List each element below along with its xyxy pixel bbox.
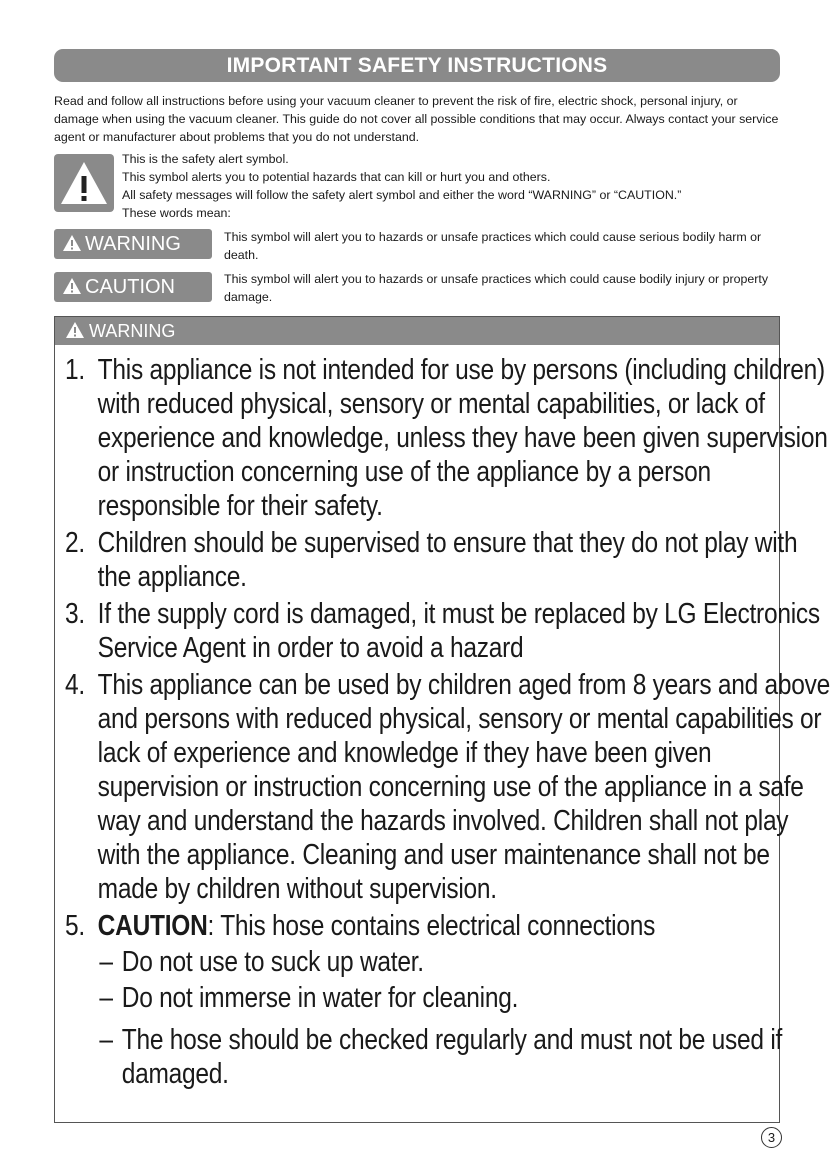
warning-box-header bbox=[55, 317, 779, 345]
warning-triangle-icon bbox=[65, 321, 85, 339]
item-number: 1. bbox=[65, 354, 85, 386]
warning-list bbox=[55, 353, 831, 1091]
item-number: 4. bbox=[65, 669, 85, 701]
item-number: 5. bbox=[65, 910, 85, 942]
list-item bbox=[65, 526, 833, 594]
item-number: 3. bbox=[65, 598, 85, 630]
item-text: This appliance can be used by children aged from 8 years and above and persons with reduced physical, sensory or mental capabilities or lack of experience and knowledge if they have been given supervision or instruction concerning use of the appliance in a safe way and understand the hazards involved. Children shall not play with the appliance. Cleaning and user maintenance shall not be made by children without supervision. bbox=[97, 669, 831, 905]
caution-badge-label: CAUTION bbox=[85, 276, 175, 298]
list-item bbox=[65, 668, 833, 906]
list-item bbox=[65, 909, 833, 1091]
alert-symbol-description bbox=[122, 150, 792, 222]
item-text: This appliance is not intended for use by persons (including children) with reduced physical, sensory or mental capabilities, or lack of experience and knowledge, unless they have been given supervision or instruction concerning use of the appliance by a person responsible for their safety. bbox=[97, 354, 828, 522]
warning-badge-label: WARNING bbox=[85, 233, 181, 255]
list-item bbox=[65, 353, 833, 523]
warning-triangle-icon bbox=[62, 277, 82, 295]
warning-triangle-icon bbox=[62, 234, 82, 252]
item-text: : This hose contains electrical connections bbox=[207, 910, 656, 942]
sub-item: – The hose should be checked regularly and must not be used if damaged. bbox=[99, 1024, 783, 1090]
sub-item: – Do not use to suck up water. bbox=[99, 946, 424, 978]
warning-badge bbox=[54, 229, 212, 259]
warning-triangle-icon bbox=[54, 154, 114, 212]
alert-line: This symbol alerts you to potential hazards that can kill or hurt you and others. bbox=[122, 170, 551, 184]
list-item bbox=[65, 597, 833, 665]
item-text: Children should be supervised to ensure that they do not play with the appliance. bbox=[97, 527, 798, 593]
page-number: 3 bbox=[761, 1127, 782, 1148]
intro-paragraph: Read and follow all instructions before using your vacuum cleaner to prevent the risk of fire, electric shock, personal injury, or damage when using the vacuum cleaner. This guide do not cover all possible conditions that may occur. Always contact your service agent or manufacturer about problems that you do not understand. bbox=[54, 94, 779, 144]
sub-item-text: The hose should be checked regularly and must not be used if damaged. bbox=[121, 1024, 783, 1090]
caution-badge bbox=[54, 272, 212, 302]
warning-box bbox=[54, 316, 831, 1123]
warning-box-header-label: WARNING bbox=[89, 321, 176, 341]
alert-line: This is the safety alert symbol. bbox=[122, 152, 289, 166]
warning-description: This symbol will alert you to hazards or unsafe practices which could cause serious bodily harm or death. bbox=[224, 230, 762, 262]
alert-line: All safety messages will follow the safety alert symbol and either the word “WARNING” or “CAUTION.” bbox=[122, 188, 682, 202]
item-number: 2. bbox=[65, 527, 85, 559]
sub-item-text: Do not immerse in water for cleaning. bbox=[121, 982, 519, 1014]
page-title: IMPORTANT SAFETY INSTRUCTIONS bbox=[54, 49, 780, 82]
sub-item: – Do not immerse in water for cleaning. bbox=[99, 982, 519, 1014]
sub-item-text: Do not use to suck up water. bbox=[121, 946, 424, 978]
caution-description: This symbol will alert you to hazards or unsafe practices which could cause bodily injury or property damage. bbox=[224, 272, 769, 304]
alert-line: These words mean: bbox=[122, 206, 231, 220]
item-text: If the supply cord is damaged, it must be replaced by LG Electronics Service Agent in order to avoid a hazard bbox=[97, 598, 820, 664]
caution-label: CAUTION bbox=[97, 910, 208, 942]
